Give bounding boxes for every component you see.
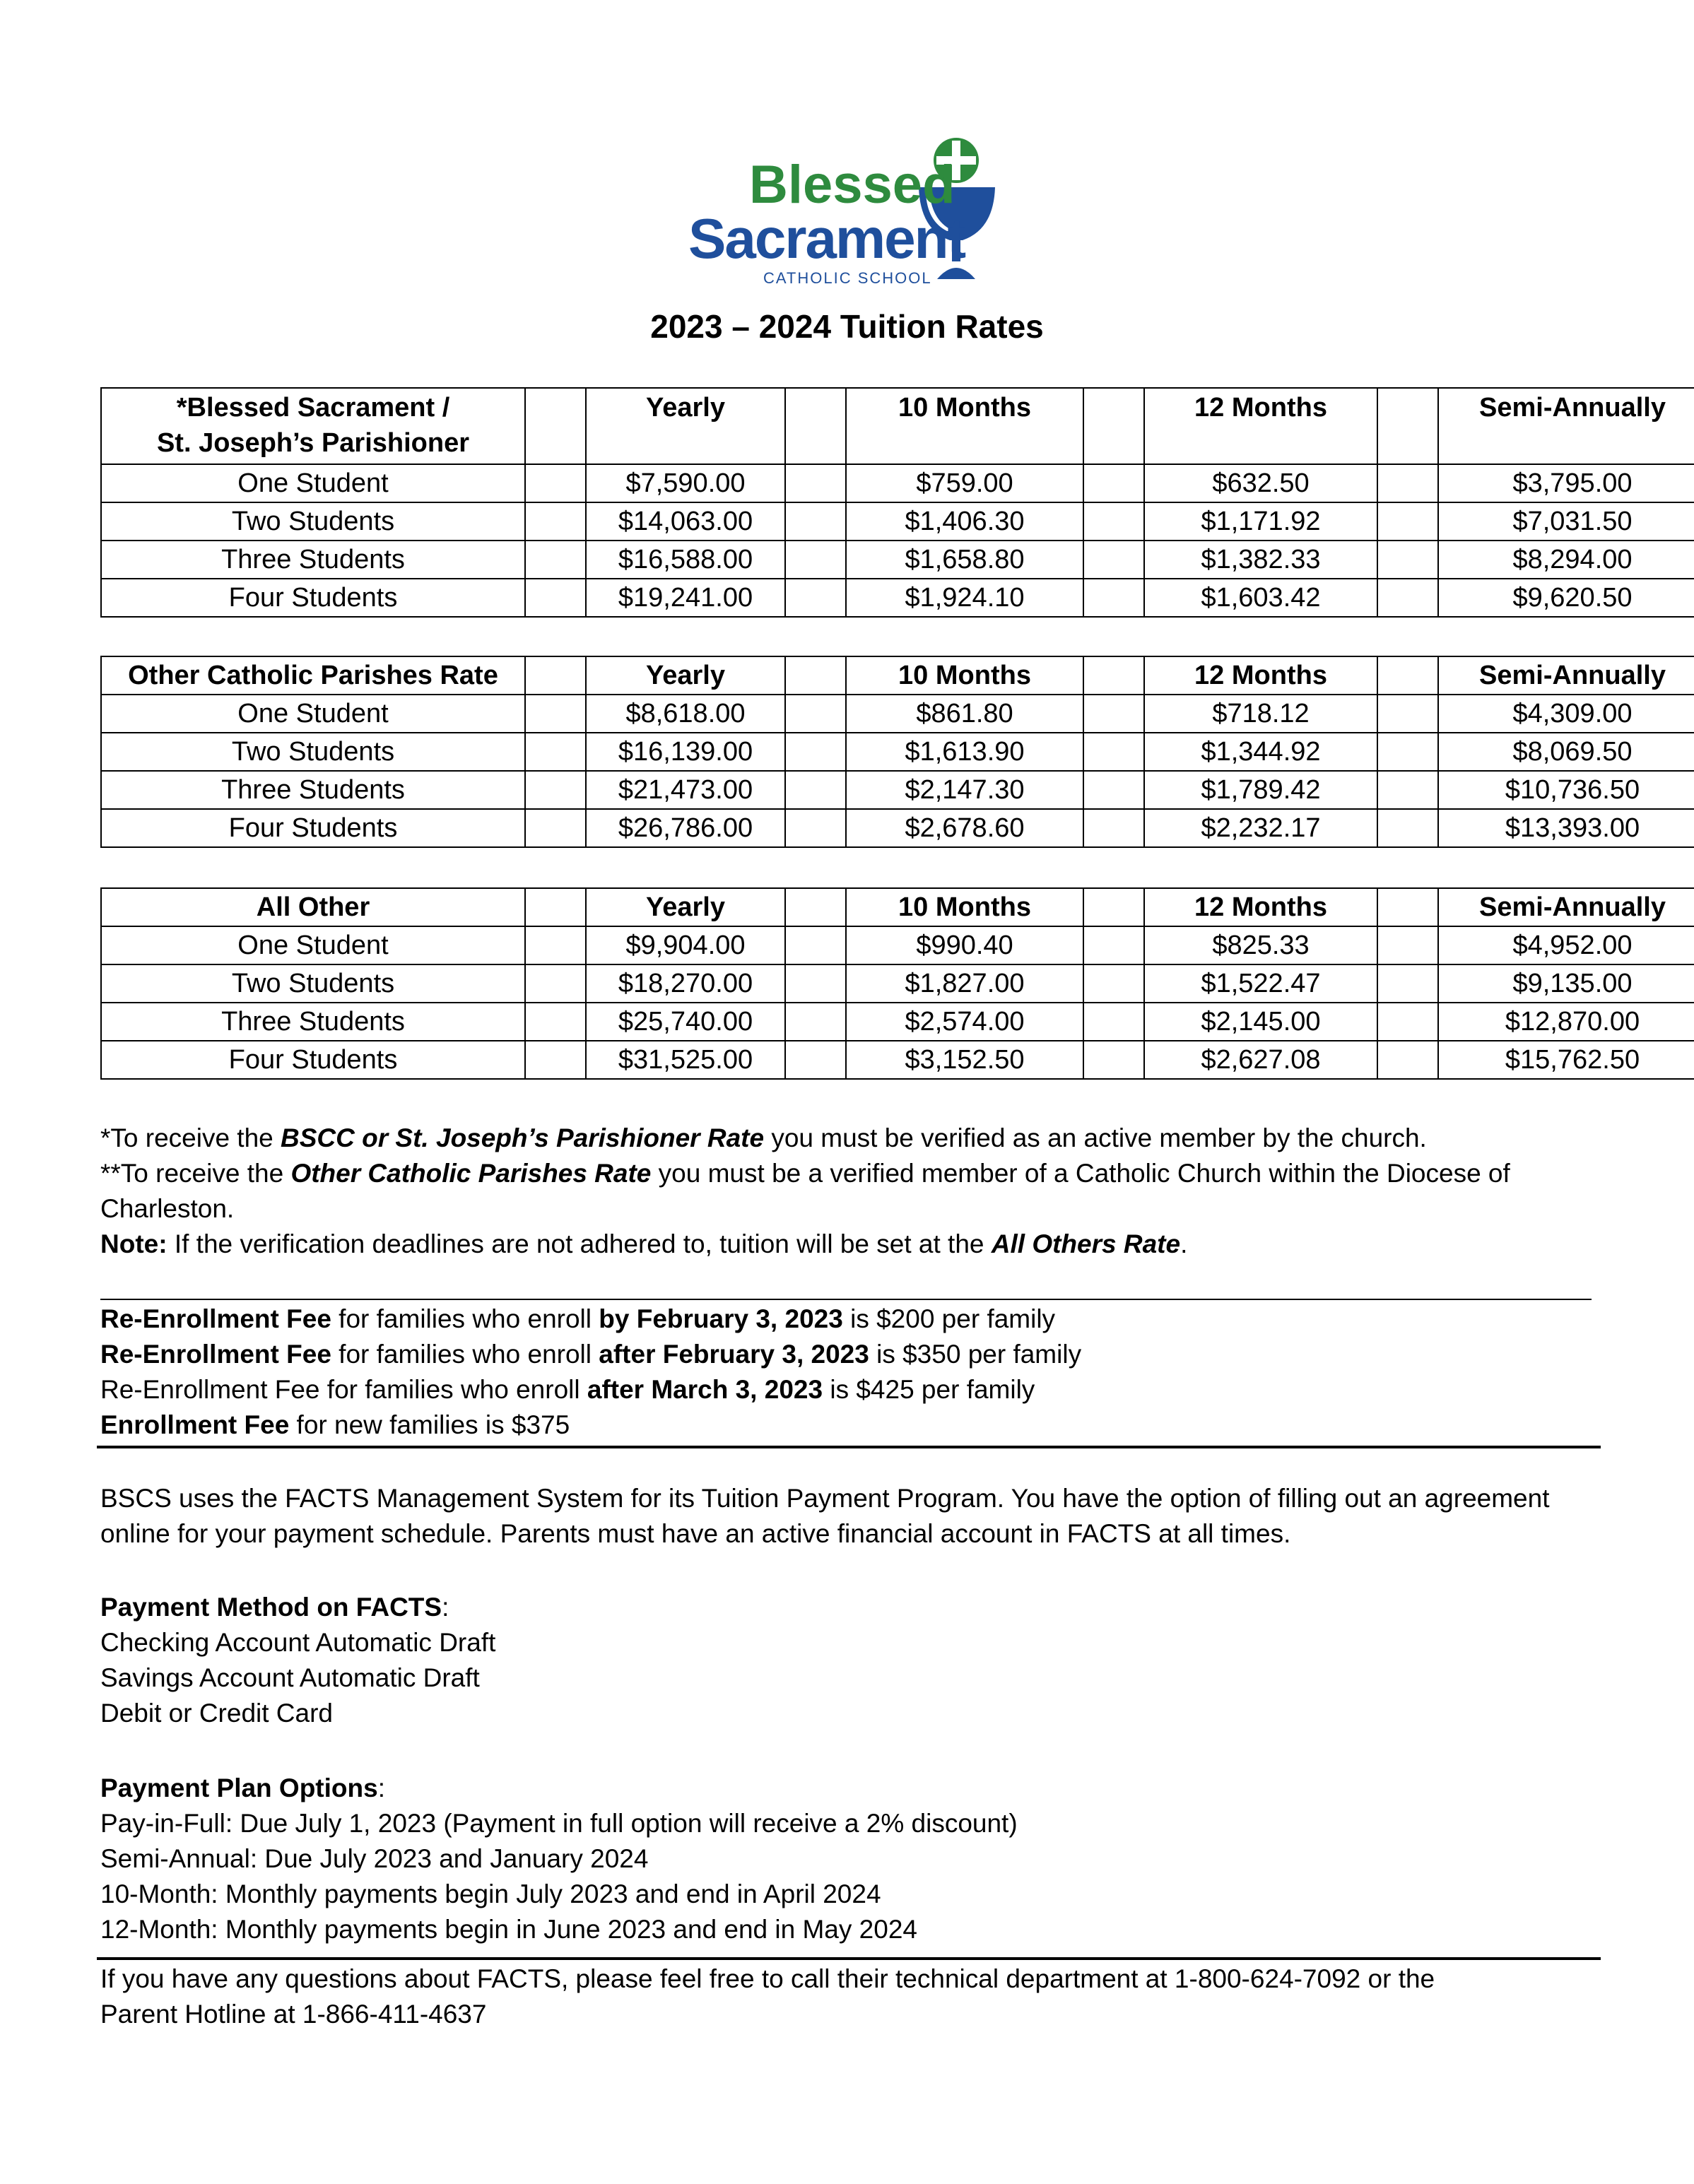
- table-header-row: [101, 656, 1694, 695]
- column-header-12-months: 12 Months: [1144, 656, 1377, 695]
- payment-methods-heading: Payment Method on FACTS:: [100, 1593, 449, 1622]
- logo-text-sacrament: Sacrament: [688, 207, 965, 270]
- fee-line: Re-Enrollment Fee for families who enroll by February 3, 2023 is $200 per family: [100, 1304, 1056, 1333]
- column-header-10-months: 10 Months: [846, 888, 1083, 926]
- list-item: 10-Month: Monthly payments begin July 2023 and end in April 2024: [100, 1879, 881, 1908]
- page-title: 2023 – 2024 Tuition Rates: [650, 308, 1044, 345]
- table-row: Four Students $19,241.00 $1,924.10 $1,603.42 $9,620.50: [101, 579, 1694, 617]
- divider-line: [97, 1446, 1601, 1448]
- list-item: Pay-in-Full: Due July 1, 2023 (Payment in full option will receive a 2% discount): [100, 1809, 1018, 1838]
- rates-table-all-other: [100, 887, 1694, 1080]
- payment-plans-heading: Payment Plan Options:: [100, 1773, 385, 1802]
- note-parishioner-rate: *To receive the BSCC or St. Joseph’s Parishioner Rate you must be verified as an active member by the church.: [100, 1123, 1427, 1152]
- table-header-row: [101, 388, 1694, 464]
- column-header-12-months: 12 Months: [1144, 888, 1377, 926]
- logo-text-catholic-school: CATHOLIC SCHOOL: [763, 269, 932, 287]
- payment-plans: [100, 1771, 1613, 1947]
- table-row: Two Students $16,139.00 $1,613.90 $1,344.92 $8,069.50: [101, 733, 1694, 771]
- table-row: Three Students $25,740.00 $2,574.00 $2,145.00 $12,870.00: [101, 1003, 1694, 1041]
- table-row: Four Students $26,786.00 $2,678.60 $2,232.17 $13,393.00: [101, 809, 1694, 847]
- column-header-10-months: 10 Months: [846, 656, 1083, 695]
- fee-line: Re-Enrollment Fee for families who enroll after February 3, 2023 is $350 per family: [100, 1340, 1082, 1369]
- table-row: Four Students $31,525.00 $3,152.50 $2,627.08 $15,762.50: [101, 1041, 1694, 1079]
- note-deadline: Note: If the verification deadlines are not adhered to, tuition will be set at the All Others Rate.: [100, 1229, 1188, 1258]
- table-header-label: *Blessed Sacrament / St. Joseph’s Parishioner: [101, 388, 525, 464]
- column-header-semi-annually: Semi-Annually: [1438, 888, 1694, 926]
- list-item: Debit or Credit Card: [100, 1699, 334, 1728]
- table-header-label: Other Catholic Parishes Rate: [101, 656, 525, 695]
- column-header-12-months: 12 Months: [1144, 388, 1377, 464]
- column-header-semi-annually: Semi-Annually: [1438, 388, 1694, 464]
- divider-line: [100, 1299, 1592, 1300]
- fee-line: Enrollment Fee for new families is $375: [100, 1410, 570, 1439]
- list-item: Semi-Annual: Due July 2023 and January 2024: [100, 1844, 649, 1873]
- table-row: Three Students $21,473.00 $2,147.30 $1,789.42 $10,736.50: [101, 771, 1694, 809]
- logo-graphic: [678, 138, 1018, 293]
- column-header-10-months: 10 Months: [846, 388, 1083, 464]
- school-logo: [678, 138, 1018, 293]
- note-other-catholic-rate: **To receive the Other Catholic Parishes Rate you must be a verified member of a Catholic Church within the Diocese of: [100, 1159, 1510, 1188]
- table-row: Two Students $18,270.00 $1,827.00 $1,522.47 $9,135.00: [101, 964, 1694, 1003]
- rates-table-parishioner: [100, 387, 1694, 618]
- divider-line: [97, 1957, 1601, 1960]
- fee-line: Re-Enrollment Fee for families who enroll after March 3, 2023 is $425 per family: [100, 1375, 1035, 1404]
- payment-methods: [100, 1590, 1613, 1731]
- table-row: One Student $8,618.00 $861.80 $718.12 $4,309.00: [101, 695, 1694, 733]
- enrollment-fees: [100, 1301, 1613, 1443]
- note-other-catholic-rate-cont: Charleston.: [100, 1194, 235, 1223]
- table-row: One Student $9,904.00 $990.40 $825.33 $4,952.00: [101, 926, 1694, 964]
- rates-table-other-catholic: [100, 656, 1694, 848]
- list-item: Checking Account Automatic Draft: [100, 1628, 496, 1657]
- table-header-row: [101, 888, 1694, 926]
- column-header-semi-annually: Semi-Annually: [1438, 656, 1694, 695]
- list-item: 12-Month: Monthly payments begin in June 2023 and end in May 2024: [100, 1915, 917, 1944]
- column-header-yearly: Yearly: [586, 388, 785, 464]
- facts-contact: If you have any questions about FACTS, please feel free to call their technical department at 1-800-624-7092 or the Parent Hotline at 1-866-411-4637: [100, 1964, 1435, 2029]
- verification-notes: [100, 1121, 1613, 1262]
- table-row: Two Students $14,063.00 $1,406.30 $1,171.92 $7,031.50: [101, 502, 1694, 541]
- table-header-label: All Other: [101, 888, 525, 926]
- facts-intro: BSCS uses the FACTS Management System for its Tuition Payment Program. You have the option of filling out an agreement online for your payment schedule. Parents must have an active financial account in FACTS at all times.: [100, 1484, 1550, 1548]
- list-item: Savings Account Automatic Draft: [100, 1663, 480, 1692]
- table-row: Three Students $16,588.00 $1,658.80 $1,382.33 $8,294.00: [101, 541, 1694, 579]
- column-header-yearly: Yearly: [586, 656, 785, 695]
- column-header-yearly: Yearly: [586, 888, 785, 926]
- table-row: One Student $7,590.00 $759.00 $632.50 $3,795.00: [101, 464, 1694, 502]
- logo-text-blessed: Blessed: [749, 155, 955, 215]
